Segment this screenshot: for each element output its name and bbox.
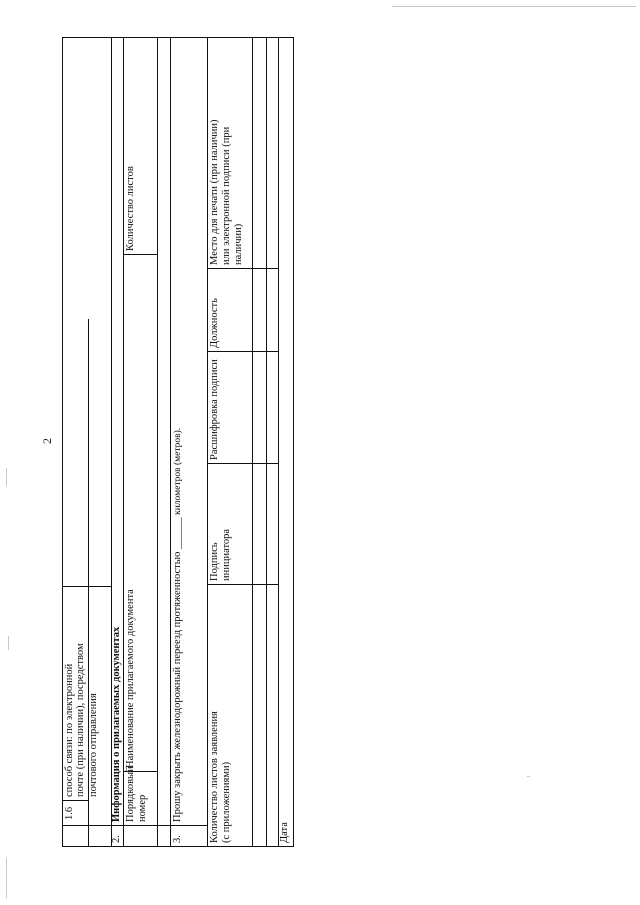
length-blank: ______ bbox=[172, 517, 183, 550]
col-divider bbox=[207, 584, 278, 585]
item-number-3: 3. bbox=[172, 835, 183, 843]
row-divider bbox=[123, 37, 124, 847]
col-divider bbox=[62, 825, 207, 826]
col-divider bbox=[207, 351, 278, 352]
contact-method-line2: почте (при наличии), посредством bbox=[75, 643, 86, 797]
initiator-signature-line1: Подпись bbox=[209, 542, 220, 581]
row-divider bbox=[157, 37, 158, 847]
scan-margin-mark bbox=[8, 636, 9, 650]
scan-margin-mark bbox=[6, 468, 7, 486]
row-divider bbox=[278, 37, 279, 847]
serial-number-header-line2: номер bbox=[137, 794, 148, 822]
item-number-1-6: 1.6 bbox=[64, 806, 75, 820]
date-label: Дата bbox=[279, 822, 290, 843]
job-title-header: Должность bbox=[209, 298, 220, 348]
attached-docs-heading: Информация о прилагаемых документах bbox=[111, 626, 122, 822]
col-divider bbox=[62, 586, 111, 587]
serial-number-header-line1: Порядковый bbox=[125, 766, 136, 822]
seal-place-line1: Место для печати (при наличии) bbox=[209, 119, 220, 265]
closure-request-lead: Прошу закрыть железнодорожный переезд протяженностью bbox=[172, 551, 183, 822]
contact-method-line3: почтового отправления bbox=[88, 693, 99, 797]
initiator-signature-line2: инициатора bbox=[221, 528, 232, 581]
document-name-header: Наименование прилагаемого документа bbox=[125, 589, 136, 768]
scan-speck bbox=[527, 776, 530, 777]
seal-place-line2: или электронной подписи (при bbox=[221, 126, 232, 265]
row-divider bbox=[266, 37, 267, 847]
scan-edge-line bbox=[392, 6, 636, 7]
contact-method-line1: способ связи: по электронной bbox=[64, 663, 75, 797]
col-divider bbox=[207, 463, 278, 464]
closure-request-text bbox=[172, 428, 184, 822]
row-divider bbox=[170, 37, 171, 847]
sheet-count-header: Количество листов bbox=[125, 166, 136, 251]
signature-decoding-header: Расшифровка подписи bbox=[209, 359, 220, 460]
row-divider bbox=[252, 37, 253, 847]
row-divider bbox=[207, 37, 208, 847]
item-number-2: 2. bbox=[111, 835, 122, 843]
sheet-count-label-line2: (с приложениями) bbox=[221, 761, 232, 843]
col-divider bbox=[207, 268, 278, 269]
seal-place-line3: наличии) bbox=[233, 223, 244, 265]
length-unit: километров (метров). bbox=[173, 427, 183, 515]
sheet-count-label-line1: Количество листов заявления bbox=[209, 711, 220, 843]
page-number: 2 bbox=[40, 438, 54, 444]
scan-margin-mark bbox=[6, 858, 7, 898]
col-divider bbox=[123, 254, 157, 255]
col-divider bbox=[62, 800, 88, 801]
application-form-table bbox=[62, 37, 294, 847]
